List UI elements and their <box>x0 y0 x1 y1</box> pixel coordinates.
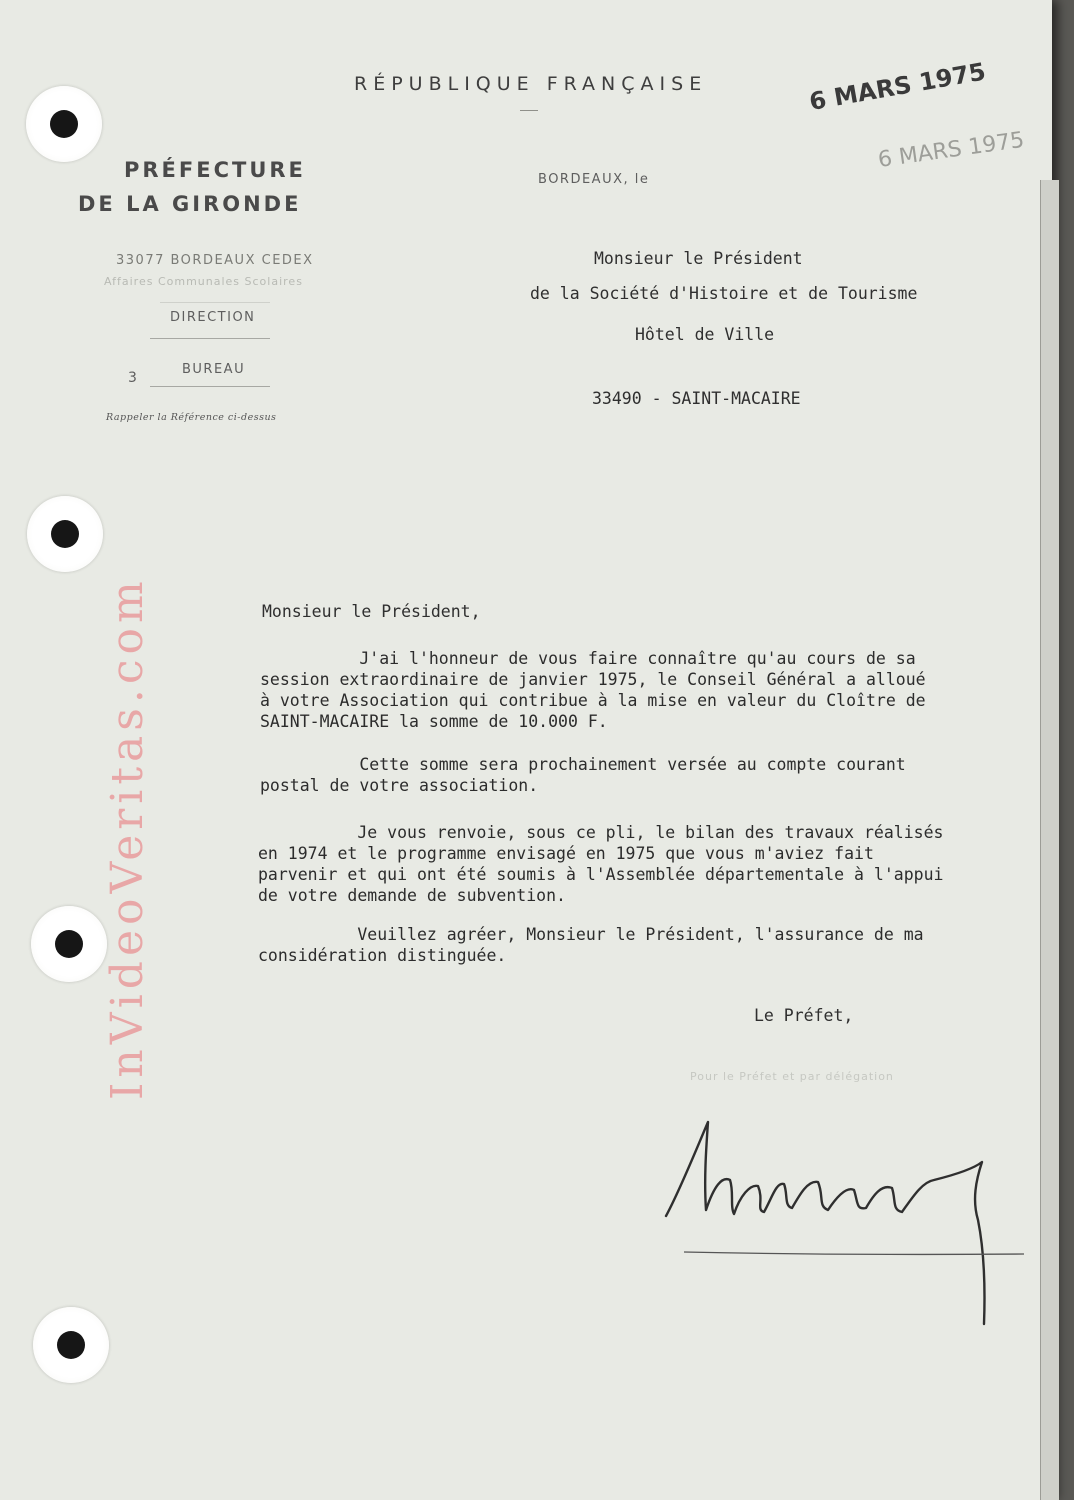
punch-hole <box>27 496 103 572</box>
divider <box>150 338 270 339</box>
closing: Le Préfet, <box>754 1006 854 1025</box>
paragraph-line: Je vous renvoie, sous ce pli, le bilan des travaux réalisés <box>258 823 944 842</box>
prefecture-subtitle: DE LA GIRONDE <box>78 192 302 216</box>
recipient-line-3: Hôtel de Ville <box>635 325 775 344</box>
address-faint: Affaires Communales Scolaires <box>104 275 303 288</box>
paragraph-line: J'ai l'honneur de vous faire connaître qu'au cours de sa <box>260 649 916 668</box>
handwritten-signature <box>660 1110 1040 1340</box>
punch-hole <box>31 906 107 982</box>
paragraph-line: SAINT-MACAIRE la somme de 10.000 F. <box>260 712 608 731</box>
paragraph-line: Veuillez agréer, Monsieur le Président, l'assurance de ma <box>258 925 924 944</box>
faint-signature-note: Pour le Préfet et par délégation <box>690 1070 894 1083</box>
prefecture-title: PRÉFECTURE <box>124 158 306 182</box>
recipient-line-4: 33490 - SAINT-MACAIRE <box>592 389 801 408</box>
header-dash <box>520 110 538 111</box>
punch-hole <box>26 86 102 162</box>
direction-label: DIRECTION <box>170 310 256 325</box>
received-date-stamp: 6 MARS 1975 <box>807 57 988 116</box>
paragraph-line: parvenir et qui ont été soumis à l'Assemblée départementale à l'appui <box>258 865 944 884</box>
paragraph-4 <box>258 924 924 966</box>
paragraph-line: Cette somme sera prochainement versée au compte courant <box>260 755 906 774</box>
recipient-line-1: Monsieur le Président <box>594 249 803 268</box>
paragraph-line: à votre Association qui contribue à la mise en valeur du Cloître de <box>260 691 926 710</box>
divider <box>160 302 270 303</box>
prefecture-address: 33077 BORDEAUX CEDEX <box>116 253 314 268</box>
paragraph-1 <box>260 648 926 732</box>
received-date-stamp-faint: 6 MARS 1975 <box>876 127 1026 173</box>
bureau-label: BUREAU <box>182 362 246 377</box>
city-date: BORDEAUX, le <box>538 172 650 187</box>
page-edge <box>1040 180 1059 1500</box>
watermark-text: InVideoVeritas.com <box>102 576 153 1100</box>
paragraph-line: considération distinguée. <box>258 946 507 965</box>
reference-note: Rappeler la Référence ci-dessus <box>106 412 277 423</box>
recipient-line-2: de la Société d'Histoire et de Tourisme <box>530 284 918 303</box>
divider <box>150 386 270 387</box>
paragraph-line: postal de votre association. <box>260 776 539 795</box>
paragraph-line: session extraordinaire de janvier 1975, le Conseil Général a alloué <box>260 670 926 689</box>
paragraph-line: en 1974 et le programme envisagé en 1975 que vous m'aviez fait <box>258 844 874 863</box>
paragraph-line: de votre demande de subvention. <box>258 886 566 905</box>
salutation: Monsieur le Président, <box>262 602 481 621</box>
bureau-number: 3 <box>128 370 139 386</box>
punch-hole <box>33 1307 109 1383</box>
paragraph-2 <box>260 754 906 796</box>
republique-francaise: RÉPUBLIQUE FRANÇAISE <box>354 73 708 95</box>
paragraph-3 <box>258 822 943 906</box>
